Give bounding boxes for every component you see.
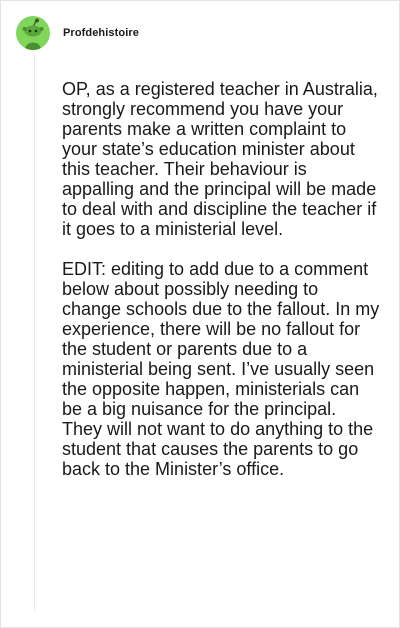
username[interactable]: Profdehistoire — [63, 27, 139, 39]
comment-paragraph: OP, as a registered teacher in Australia, strongly recommend you have your parents make a written complaint to your state’s education minister about this teacher. Their behaviour is appalling and the principal will be made to deal with and discipline the teacher if it goes to a ministerial level. — [62, 79, 378, 239]
comment-body — [62, 79, 380, 479]
snoo-avatar-icon[interactable] — [16, 16, 50, 50]
comment-paragraph: EDIT: editing to add due to a comment below about possibly needing to change schools due to the fallout. In my experience, there will be no fallout for the student or parents due to a ministerial being sent. I’ve usually seen the opposite happen, ministerials can be a big nuisance for the principal. They will not want to do anything to the student that causes the parents to go back to the Minister’s office. — [62, 259, 380, 479]
comment-header — [16, 16, 139, 50]
thread-line[interactable] — [34, 55, 35, 611]
